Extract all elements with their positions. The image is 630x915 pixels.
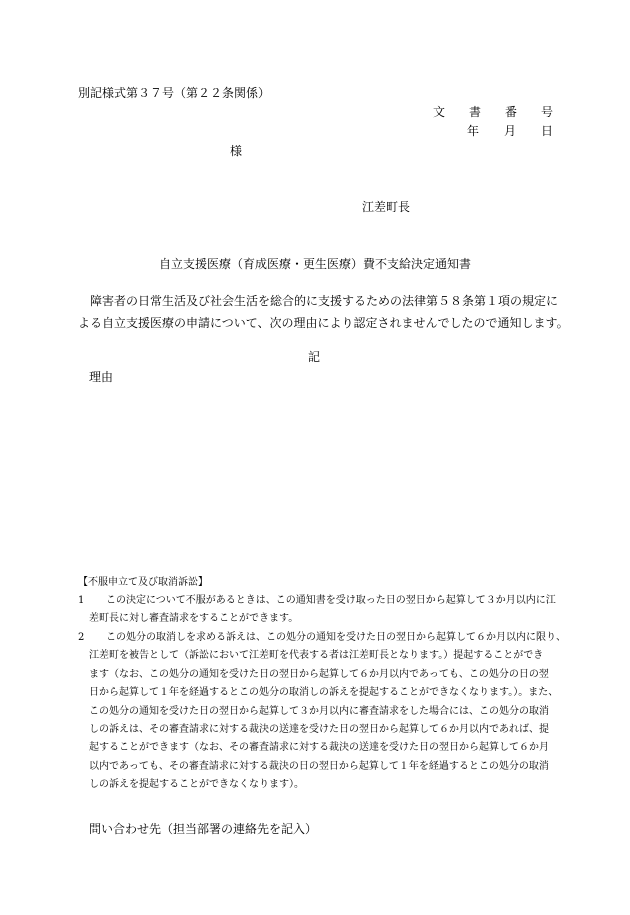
appeal-item-number: 2: [78, 632, 85, 643]
appeal-item: [78, 592, 568, 629]
body-paragraph: [78, 290, 569, 334]
appeal-line: 差町長に対し審査請求をすることができます。: [89, 613, 299, 625]
appeal-item-number: 1: [78, 595, 85, 606]
body-line: よる自立支援医療の申請について、次の理由により認定されませんでしたので通知します。: [78, 316, 569, 330]
date-year-char: 年: [467, 124, 480, 138]
appeal-line: この決定について不服があるときは、この通知書を受け取った日の翌日から起算して３か月以内に江: [106, 595, 556, 606]
appeal-line: この処分の取消しを求める訴えは、この処分の通知を受けた日の翌日から起算して６か月以内に限り、: [106, 632, 566, 643]
appeal-line: 江差町を被告として（訴訟において江差町を代表する者は江差町長となります。）提起することができ: [89, 650, 544, 662]
appeal-line: しの訴えは、その審査請求に対する裁決の送達を受けた日の翌日から起算して６か月以内であれば、提: [89, 724, 549, 736]
date-day-char: 日: [540, 124, 553, 138]
document-number-field: [433, 103, 553, 120]
body-line: 障害者の日常生活及び社会生活を総合的に支援するための法律第５８条第１項の規定に: [90, 294, 559, 308]
doc-number-char: 番: [504, 105, 517, 119]
ki-heading: 記: [308, 350, 321, 364]
sender: 江差町長: [362, 200, 411, 214]
form-number: 別記様式第３７号（第２２条関係）: [78, 86, 271, 100]
appeal-line: しの訴えを提起することができなくなります）。: [89, 779, 304, 791]
appeal-heading: 【不服申立て及び取消訴訟】: [78, 577, 208, 588]
appeal-line: 起することができます（なお、その審査請求に対する裁決の送達を受けた日の翌日から起算して６か月: [89, 742, 549, 754]
doc-number-char: 号: [540, 105, 553, 119]
appeal-line: ます（なお、この処分の通知を受けた日の翌日から起算して６か月以内であっても、この処分の日の翌: [89, 668, 549, 680]
recipient-suffix: 様: [230, 144, 243, 158]
doc-number-char: 書: [468, 105, 481, 119]
appeal-item: [78, 629, 568, 795]
contact-info: 問い合わせ先（担当部署の連絡先を記入）: [89, 822, 318, 836]
date-month-char: 月: [503, 124, 516, 138]
appeal-line: 以内であっても、その審査請求に対する裁決の日の翌日から起算して１年を経過するとこの処分の取消: [89, 760, 549, 772]
document-date-field: [467, 122, 553, 139]
appeal-line: 日から起算して１年を経過するとこの処分の取消しの訴えを提起することができなくなります。）。また、: [89, 687, 559, 699]
reason-label: 理由: [89, 370, 114, 384]
appeal-line: この処分の通知を受けた日の翌日から起算して３か月以内に審査請求をした場合には、この処分の取消: [89, 705, 549, 717]
document-title: 自立支援医療（育成医療・更生医療）費不支給決定通知書: [158, 257, 471, 271]
doc-number-char: 文: [433, 105, 446, 119]
